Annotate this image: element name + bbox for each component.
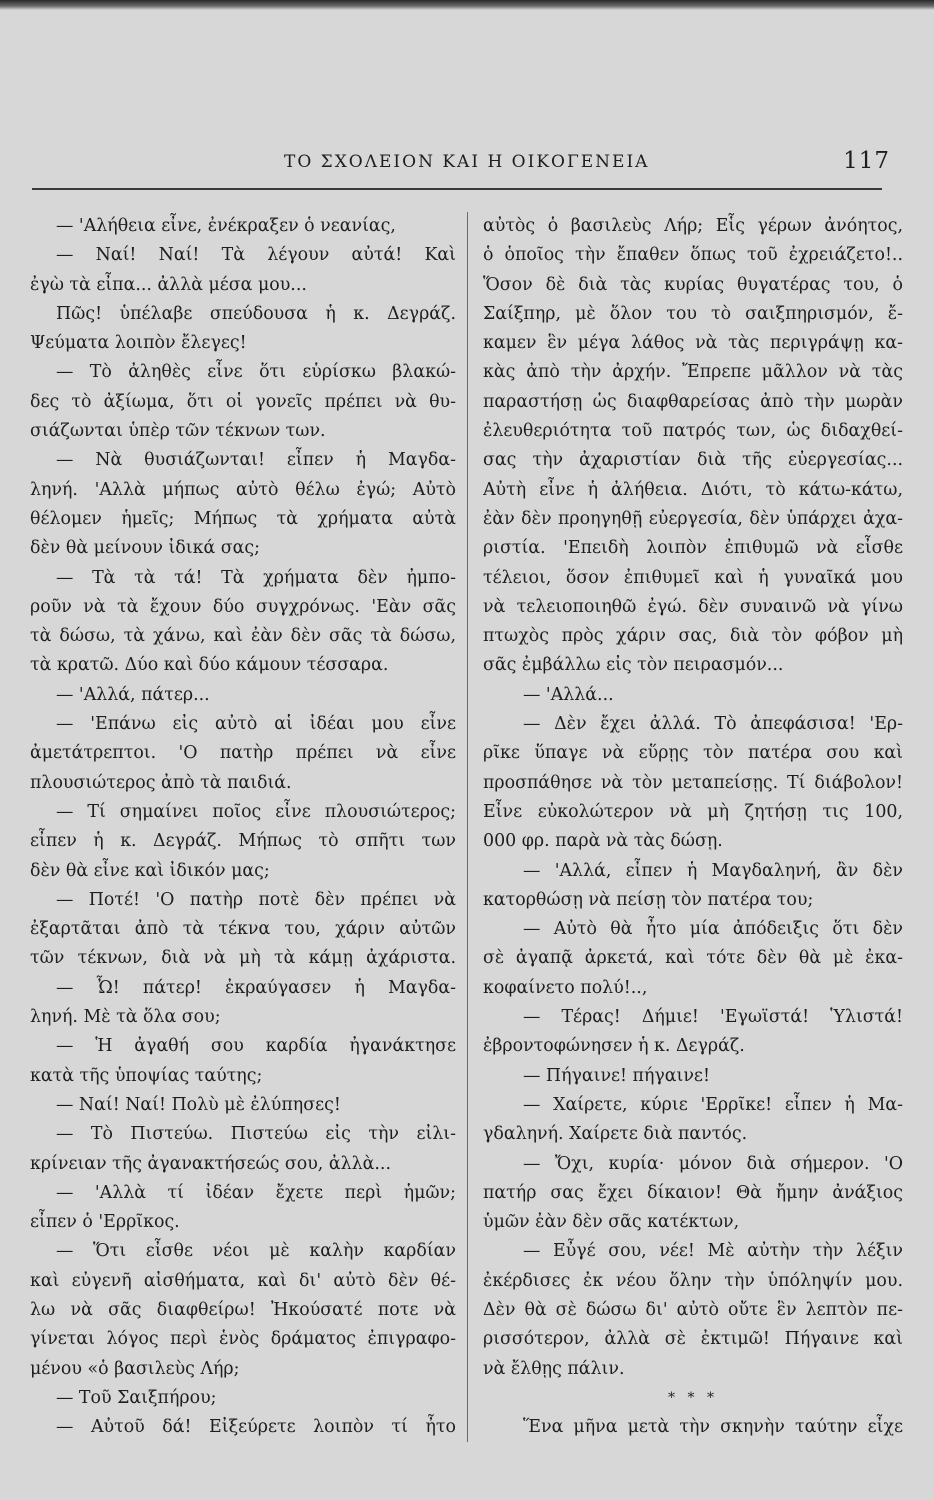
text-line: ἀμετάτρεπτοι. 'Ο πατὴρ πρέπει νὰ εἶνε (30, 743, 456, 764)
column-divider (467, 212, 468, 1442)
running-title: ΤΟ ΣΧΟΛΕΙΟΝ ΚΑΙ Η ΟΙΚΟΓΕΝΕΙΑ (284, 152, 650, 172)
text-line: κὰς ἀπὸ τὴν ἀρχήν. Ἔπρεπε μᾶλλον νὰ τὰς (483, 362, 903, 383)
text-line: νὰ ἔλθῃς πάλιν. (483, 1358, 625, 1379)
text-line: κατὰ τῆς ὑποψίας ταύτης; (30, 1065, 263, 1086)
text-line: κατορθώσῃ νὰ πείσῃ τὸν πατέρα του; (483, 889, 814, 910)
text-line: — Χαίρετε, κύριε 'Ερρῖκε! εἶπεν ἡ Μα- (523, 1094, 903, 1115)
text-line: — Ἡ ἀγαθή σου καρδία ἠγανάκτησε (56, 1036, 456, 1057)
text-line: — Τί σημαίνει ποῖος εἶνε πλουσιώτερος; (56, 801, 456, 822)
text-line: σᾶς ἐμβάλλω εἰς τὸν πειρασμόν... (483, 655, 784, 676)
text-line: Εἶνε εὐκολώτερον νὰ μὴ ζητήσῃ τις 100, (483, 801, 903, 822)
text-line: ὁ ὁποῖος τὴν ἔπαθεν ὅπως τοῦ ἐχρειάζετο!.. (483, 245, 903, 266)
text-line: — 'Αλήθεια εἶνε, ἐνέκραξεν ὁ νεανίας, (56, 216, 396, 236)
text-line: σας τὴν ἀχαριστίαν διὰ τῆς εὐεργεσίας... (483, 450, 903, 471)
text-line: Πῶς! ὑπέλαβε σπεύδουσα ἡ κ. Δεγράζ. (56, 303, 456, 324)
text-line: λω νὰ σᾶς διαφθείρω! Ἠκούσατέ ποτε νὰ (30, 1299, 456, 1320)
text-line: 000 φρ. παρὰ νὰ τὰς δώσῃ. (483, 831, 723, 852)
text-line: εἶπεν ἡ κ. Δεγράζ. Μήπως τὸ σπῆτι των (30, 831, 456, 852)
text-line: ἐγὼ τὰ εἶπα... ἀλλὰ μέσα μου... (30, 274, 307, 295)
text-line: — Τέρας! Δήμιε! 'Εγωϊστά! Ὑλιστά! (523, 1007, 903, 1028)
text-line: * * * (668, 1389, 718, 1406)
text-line: πατήρ σας ἔχει δίκαιον! Θὰ ἤμην ἀνάξιος (483, 1182, 903, 1203)
text-line: τέλειοι, ὅσον ἐπιθυμεῖ καὶ ἡ γυναῖκά μου (483, 567, 903, 588)
text-line: ρισσότερον, ἀλλὰ σὲ ἐκτιμῶ! Πήγαινε καὶ (483, 1329, 903, 1350)
text-line: Αὐτὴ εἶνε ἡ ἀλήθεια. Διότι, τὸ κάτω-κάτω, (483, 479, 903, 500)
text-line: — 'Αλλά, πάτερ... (56, 684, 210, 705)
text-line: πτωχὸς πρὸς χάριν σας, διὰ τὸν φόβον μὴ (483, 626, 903, 647)
text-line: — 'Αλλά, εἶπεν ἡ Μαγδαληνή, ἂν δὲν (523, 860, 903, 881)
text-line: — Εὖγέ σου, νέε! Μὲ αὐτὴν τὴν λέξιν (523, 1241, 903, 1262)
text-line: — Αὐτὸ θὰ ἦτο μία ἀπόδειξις ὅτι δὲν (523, 919, 903, 940)
text-line: γίνεται λόγος περὶ ἑνὸς δράματος ἐπιγραφο- (30, 1329, 456, 1350)
text-line: — 'Αλλά... (523, 684, 614, 705)
text-line: — Τοῦ Σαιξπήρου; (56, 1387, 217, 1408)
page-top-edge (0, 0, 934, 10)
text-line: σὲ ἀγαπᾷ ἀρκετά, καὶ τότε δὲν θὰ μὲ ἐκα- (483, 948, 903, 969)
text-line: Ψεύματα λοιπὸν ἔλεγες! (30, 333, 247, 354)
text-line: κρίνειαν τῆς ἀγανακτήσεώς σου, ἀλλὰ... (30, 1153, 391, 1174)
text-line: πλουσιώτερος ἀπὸ τὰ παιδιά. (30, 772, 292, 793)
text-line: Ἕνα μῆνα μετὰ τὴν σκηνὴν ταύτην εἶχε (523, 1417, 903, 1438)
text-line: τῶν τέκνων, διὰ νὰ μὴ τὰ κάμῃ ἀχάριστα. (30, 948, 456, 969)
text-line: — Τὸ Πιστεύω. Πιστεύω εἰς τὴν εἰλι- (56, 1124, 456, 1145)
text-line: δὲν θὰ εἶνε καὶ ἰδικόν μας; (30, 860, 270, 881)
text-line: καμεν ἓν μέγα λάθος νὰ τὰς περιγράψῃ κα- (483, 333, 903, 354)
text-line: μένου «ὁ βασιλεὺς Λήρ; (30, 1358, 240, 1379)
text-line: παραστήσῃ ὡς διαφθαρείσας ἀπὸ τὴν μωρὰν (483, 391, 903, 412)
text-line: — Ναί! Ναί! Τὰ λέγουν αὐτά! Καὶ (56, 245, 456, 266)
text-line: — Δὲν ἔχει ἀλλά. Τὸ ἀπεφάσισα! 'Ερ- (523, 714, 903, 735)
text-line: — 'Αλλὰ τί ἰδέαν ἔχετε περὶ ἡμῶν; (56, 1182, 456, 1203)
text-line: αὐτὸς ὁ βασιλεὺς Λήρ; Εἷς γέρων ἀνόητος, (483, 216, 903, 236)
text-line: ἐβροντοφώνησεν ἡ κ. Δεγράζ. (483, 1036, 745, 1057)
left-column (30, 212, 456, 1442)
text-line: ἐὰν δὲν προηγηθῇ εὐεργεσία, δὲν ὑπάρχει ἀχα- (483, 508, 903, 529)
text-line: τὰ κρατῶ. Δύο καὶ δύο κάμουν τέσσαρα. (30, 655, 389, 676)
text-line: — Νὰ θυσιάζωνται! εἶπεν ἡ Μαγδα- (56, 450, 456, 471)
text-line: — 'Επάνω εἰς αὐτὸ αἱ ἰδέαι μου εἶνε (56, 714, 456, 735)
text-line: ρῖκε ὕπαγε νὰ εὕρῃς τὸν πατέρα σου καὶ (483, 743, 903, 764)
text-line: ἐκέρδισες ἐκ νέου ὅλην τὴν ὑπόληψίν μου. (483, 1270, 903, 1291)
text-line: — Ποτέ! 'Ο πατὴρ ποτὲ δὲν πρέπει νὰ (56, 889, 456, 910)
text-line: δὲν θὰ μείνουν ἰδικά σας; (30, 538, 260, 559)
text-line: Σαίξπηρ, μὲ ὅλον του τὸ σαιξπηρισμόν, ἔ- (483, 303, 903, 324)
text-line: — Ναί! Ναί! Πολὺ μὲ ἐλύπησες! (56, 1094, 341, 1115)
text-line: — Πήγαινε! πήγαινε! (523, 1065, 710, 1086)
text-line: ροῦν νὰ τὰ ἔχουν δύο συγχρόνως. 'Εὰν σᾶς (30, 596, 456, 617)
right-column (483, 212, 903, 1442)
text-line: — Τὸ ἀληθὲς εἶνε ὅτι εὑρίσκω βλακώ- (56, 362, 456, 383)
text-line: νὰ τελειοποιηθῶ ἐγώ. δὲν συναινῶ νὰ γίνω (483, 596, 903, 617)
text-line: καὶ εὐγενῆ αἰσθήματα, καὶ δι' αὐτὸ δὲν θέ- (30, 1270, 456, 1291)
text-line: Ὅσον δὲ διὰ τὰς κυρίας θυγατέρας του, ὁ (483, 274, 903, 295)
text-line: σιάζωνται ὑπὲρ τῶν τέκνων των. (30, 421, 326, 442)
text-line: κοφαίνετο πολύ!.., (483, 977, 648, 998)
text-line: ληνή. Μὲ τὰ ὅλα σου; (30, 1007, 221, 1028)
text-line: ληνή. 'Αλλὰ μήπως αὐτὸ θέλω ἐγώ; Αὐτὸ (30, 479, 456, 500)
text-line: τὰ δώσω, τὰ χάνω, καὶ ἐὰν δὲν σᾶς τὰ δώσω, (30, 626, 456, 647)
text-line: — Τὰ τὰ τά! Τὰ χρήματα δὲν ἠμπο- (56, 567, 456, 588)
header-rule (32, 188, 882, 190)
text-line: ἐξαρτᾶται ἀπὸ τὰ τέκνα του, χάριν αὐτῶν (30, 919, 456, 940)
text-line: εἶπεν ὁ 'Ερρῖκος. (30, 1212, 180, 1233)
text-line: προσπάθησε νὰ τὸν μεταπείσῃς. Τί διάβολον! (483, 772, 903, 793)
text-line: θέλομεν ἡμεῖς; Μήπως τὰ χρήματα αὐτὰ (30, 508, 456, 529)
text-line: γδαληνή. Χαίρετε διὰ παντός. (483, 1124, 748, 1145)
page-number: 117 (843, 148, 890, 174)
text-line: — Ὄχι, κυρία· μόνον διὰ σήμερον. 'Ο (523, 1153, 903, 1174)
text-line: — Αὐτοῦ δά! Εἰξεύρετε λοιπὸν τί ἦτο (56, 1417, 456, 1438)
text-line: ριστία. 'Επειδὴ λοιπὸν ἐπιθυμῶ νὰ εἶσθε (483, 538, 903, 559)
running-head (34, 148, 890, 180)
text-line: ὑμῶν ἐὰν δὲν σᾶς κατέκτων, (483, 1212, 740, 1233)
text-line: ἐλευθεριότητα τοῦ πατρός των, ὡς διδαχθεί- (483, 421, 903, 442)
text-line: — Ὅτι εἶσθε νέοι μὲ καλὴν καρδίαν (56, 1241, 456, 1262)
text-line: — Ὦ! πάτερ! ἐκραύγασεν ἡ Μαγδα- (56, 977, 456, 998)
text-line: Δὲν θὰ σὲ δώσω δι' αὐτὸ οὔτε ἓν λεπτὸν πε- (483, 1299, 903, 1320)
text-line: δες τὸ ἀξίωμα, ὅτι οἱ γονεῖς πρέπει νὰ θυ- (30, 391, 456, 412)
